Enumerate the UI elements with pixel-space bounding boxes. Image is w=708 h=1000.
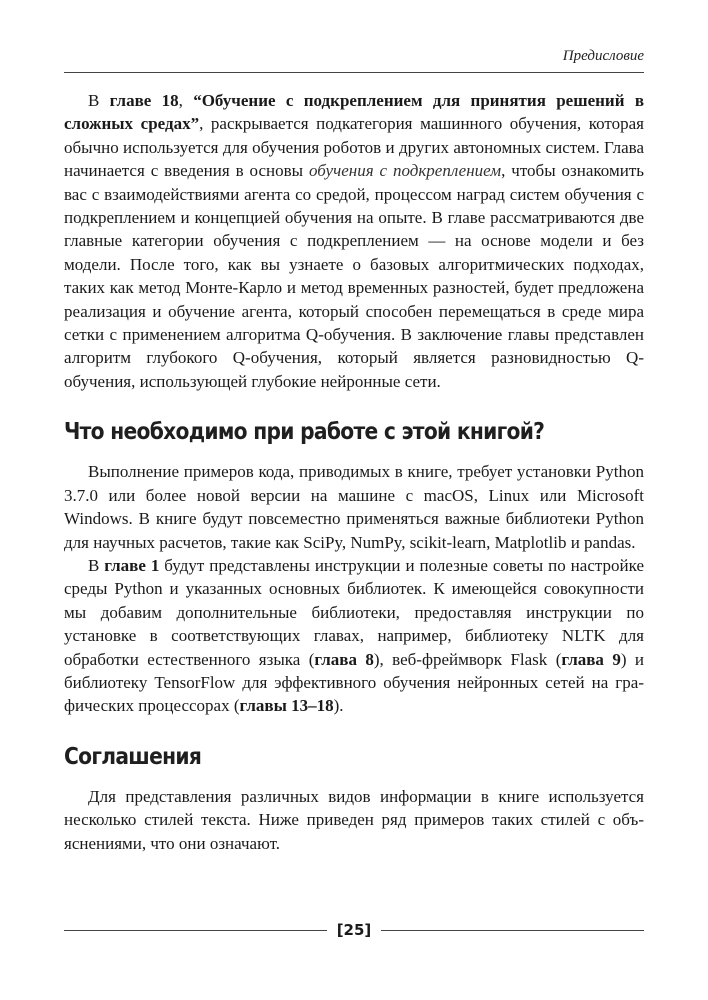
text-run: ). xyxy=(333,696,344,716)
text-run: , раскрывается подкатегория машинного обучения, которая обычно используется для обучения роботов и других автономных систем. Глава начинается с введения в основы xyxy=(64,114,644,181)
chapter-18-paragraph xyxy=(64,89,644,393)
footer-rule-right xyxy=(381,930,644,931)
chapter-reference: главе 1 xyxy=(104,555,160,575)
footer-rule-left xyxy=(64,930,327,931)
chapter-reference: глава 9 xyxy=(561,649,621,669)
header-rule xyxy=(64,72,644,73)
text-run: ), веб-фреймворк Flask ( xyxy=(373,649,562,669)
chapter-reference: глава 8 xyxy=(314,649,374,669)
text-run: , чтобы ознакомить вас с взаимодействиями агента со средой, процессом наград систем обучения с подкреплением и концепцией обучения на опыте. В главе рассматриваются две главные категории обучения с подкреплением — на основе модели и без модели. После того, как вы узнаете о базовых алгоритмических подходах, таких как метод Монте-Карло и метод временных разностей, будет предложена реализация и обучение агента, который способен перемещаться в среде мира сетки с применением алгоритма Q-обучения. В заключение главы представлен алгоритм глубокого Q-обучения, который является разновидностью Q-обучения, использующей глубокие нейронные сети. xyxy=(64,161,645,391)
text-run: В xyxy=(88,91,110,110)
text-run: , xyxy=(178,91,194,110)
chapter-title: “Обучение с подкреплением для принятия решений в сложных средах” xyxy=(64,91,645,134)
libraries-paragraph xyxy=(64,554,644,718)
text-run: ) и библиотеку TensorFlow для эффективного обучения нейронных сетей на графических процессорах ( xyxy=(64,649,645,716)
text-run: будут представлены инструкции и полезные советы по настройке среды Python и указанных основных библиотек. К имеющейся совокупности мы добавим дополнительные библиотеки, предоставляя инструкции по установке в соответствующих главах, например, библиотеку NLTK для обработки естественного языка ( xyxy=(64,555,644,669)
page-body xyxy=(64,89,644,855)
section-heading-requirements: Что необходимо при работе с этой книгой? xyxy=(64,419,545,446)
requirements-paragraph: Выполнение примеров кода, приводимых в книге, требует установки Python 3.7.0 или более новой версии на машине с macOS, Linux или Microsoft Windows. В книге будут повсеместно применяться важные библиотеки Python для научных расчетов, такие как SciPy, NumPy, scikit-learn, Matplotlib и pandas. xyxy=(64,462,644,552)
page-footer xyxy=(64,916,644,944)
section-heading-conventions: Соглашения xyxy=(64,743,202,770)
chapter-reference: главе 18 xyxy=(109,91,179,110)
text-run: В xyxy=(88,555,105,575)
running-header: Предисловие xyxy=(562,48,644,64)
page-number: [25] xyxy=(336,921,372,939)
emphasized-term: обучения с подкреплением xyxy=(308,161,502,181)
chapter-reference: главы 13–18 xyxy=(239,696,334,716)
conventions-paragraph: Для представления различных видов информации в книге используется несколько стилей текста. Ниже приведен ряд примеров таких стилей с объяснениями, что они означают. xyxy=(64,786,644,853)
